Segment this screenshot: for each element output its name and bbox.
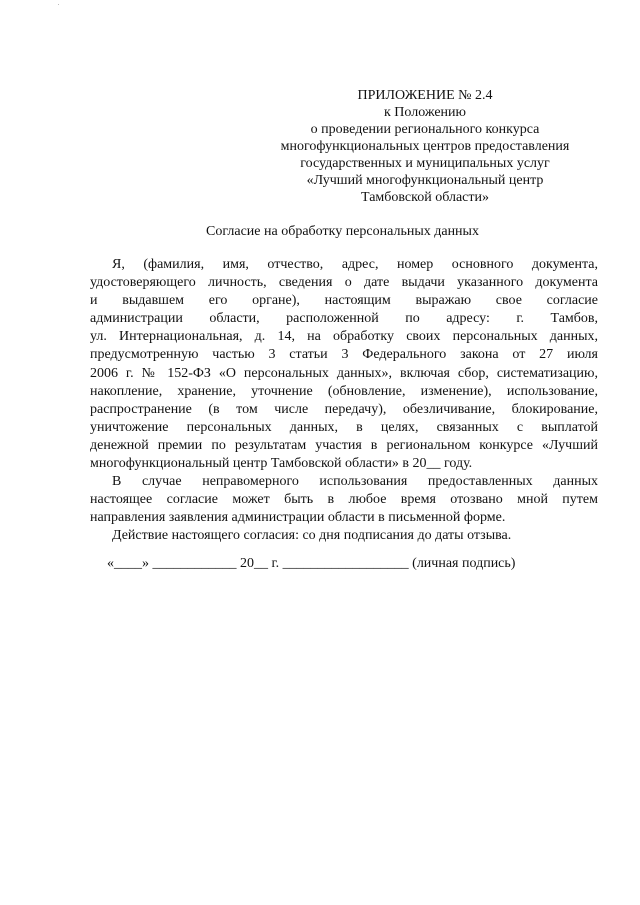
appendix-line: к Положению xyxy=(383,105,466,120)
body-line: многофункциональный центр Тамбовской области» в 20__ году. xyxy=(90,456,473,472)
appendix-line: ПРИЛОЖЕНИЕ № 2.4 xyxy=(357,88,493,103)
body-line: Действие настоящего согласия: со дня подписания до даты отзыва. xyxy=(112,528,512,544)
appendix-header xyxy=(250,87,600,206)
appendix-line: о проведении регионального конкурса xyxy=(310,122,540,137)
body-line: администрации области, расположенной по адресу: г. Тамбов, xyxy=(90,311,598,327)
body-line: В случае неправомерного использования предоставленных данных xyxy=(112,474,598,490)
body-line: денежной премии по результатам участия в региональном конкурсе «Лучший xyxy=(90,437,598,453)
body-line: накопление, хранение, уточнение (обновление, изменение), использование, xyxy=(90,383,598,399)
document-title: Согласие на обработку персональных данных xyxy=(206,224,479,239)
body-line: уничтожение персональных данных, в целях, связанных с выплатой xyxy=(90,419,598,435)
signature-line: «____» ____________ 20__ г. __________________ (личная подпись) xyxy=(107,556,516,571)
body-line: направления заявления администрации области в письменной форме. xyxy=(90,510,506,526)
body-line: настоящее согласие может быть в любое время отозвано мной путем xyxy=(90,492,598,508)
scan-speck xyxy=(58,4,59,5)
body-line: предусмотренную частью 3 статьи 3 Федерального закона от 27 июля xyxy=(90,347,598,363)
body-line: и выдавшем его органе), настоящим выражаю свое согласие xyxy=(90,293,598,309)
appendix-line: «Лучший многофункциональный центр xyxy=(306,173,544,188)
appendix-line: государственных и муниципальных услуг xyxy=(300,156,550,171)
consent-body xyxy=(90,256,598,546)
appendix-line: многофункциональных центров предоставления xyxy=(280,139,570,154)
body-line: 2006 г. № 152-ФЗ «О персональных данных», включая сбор, систематизацию, xyxy=(90,365,598,381)
appendix-line: Тамбовской области» xyxy=(360,190,490,205)
body-line: ул. Интернациональная, д. 14, на обработку своих персональных данных, xyxy=(90,329,598,345)
body-line: Я, (фамилия, имя, отчество, адрес, номер основного документа, xyxy=(112,257,598,272)
body-line: удостоверяющего личность, сведения о дате выдачи указанного документа xyxy=(90,275,598,291)
body-line: распространение (в том числе передачу), обезличивание, блокирование, xyxy=(90,401,598,417)
